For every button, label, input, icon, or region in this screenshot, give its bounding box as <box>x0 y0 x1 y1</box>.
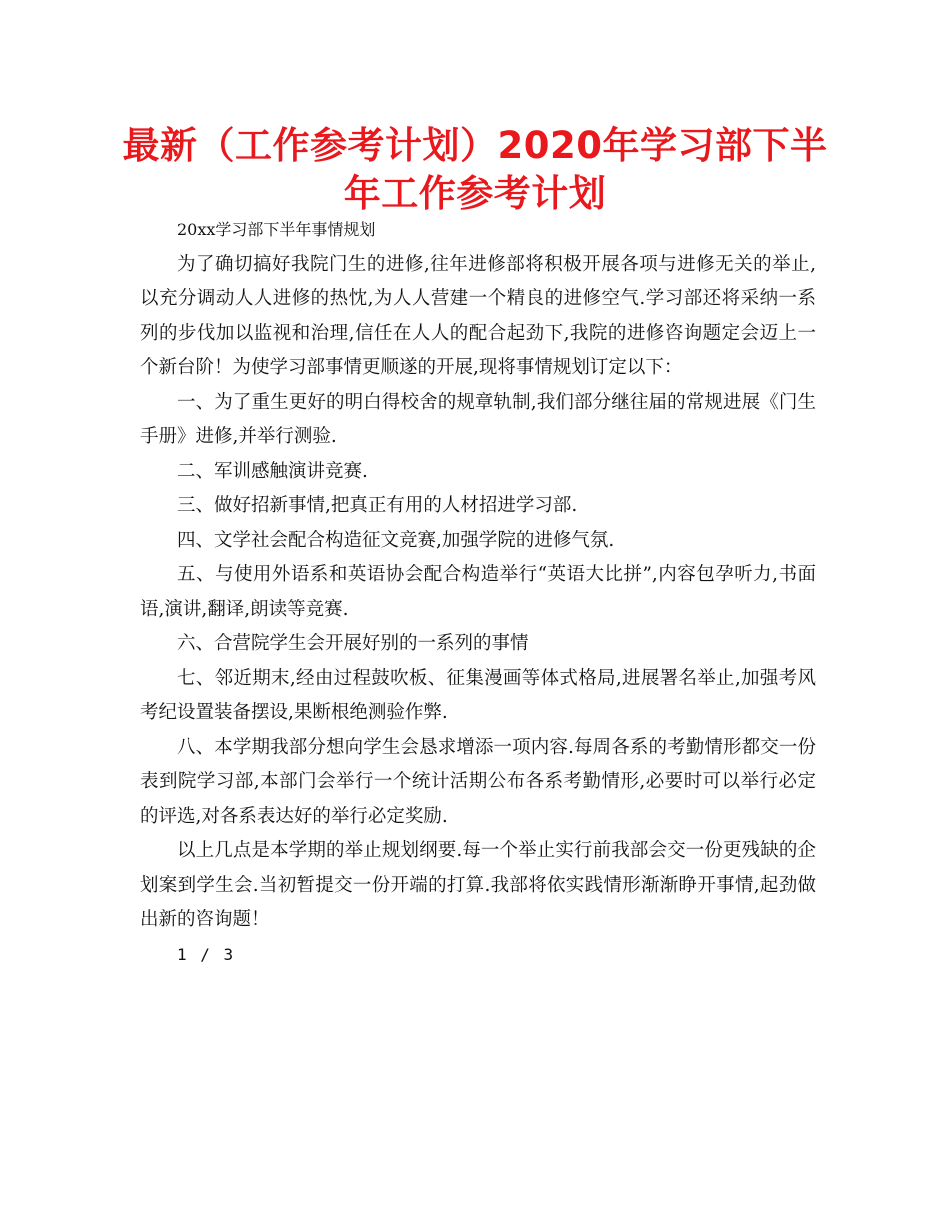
document-title: 最新（工作参考计划）2020年学习部下半年工作参考计划 <box>122 124 828 215</box>
paragraph-item-7: 七、邻近期末,经由过程鼓吹板、征集漫画等体式格局,进展署名举止,加强考风考纪设置装备摆设,果断根绝测验作弊. <box>140 667 816 723</box>
paragraph-item-6: 六、合营院学生会开展好别的一系列的事情 <box>177 633 529 654</box>
page-number: 1 / 3 <box>177 944 236 964</box>
paragraph-item-4: 四、文学社会配合构造征文竞赛,加强学院的进修气氛. <box>177 529 615 551</box>
paragraph-item-1: 一、为了重生更好的明白得校舍的规章轨制,我们部分继往届的常规进展《门生手册》进修,并举行测验. <box>140 391 816 447</box>
document-subtitle: 20xx学习部下半年事情规划 <box>177 220 376 239</box>
paragraph-intro: 为了确切搞好我院门生的进修,往年进修部将积极开展各项与进修无关的举止,以充分调动人人进修的热忱,为人人营建一个精良的进修空气.学习部还将采纳一系列的步伐加以监视和治理,信任在人人的配合起劲下,我院的进修咨询题定会迈上一个新台阶！为使学习部事情更顺遂的开展,现将事情规划订定以下： <box>140 253 816 378</box>
paragraph-item-5: 五、与使用外语系和英语协会配合构造举行“英语大比拼”,内容包孕听力,书面语,演讲,翻译,朗读等竞赛. <box>140 564 816 620</box>
document-body <box>140 213 816 972</box>
paragraph-conclusion: 以上几点是本学期的举止规划纲要.每一个举止实行前我部会交一份更残缺的企划案到学生会.当初暂提交一份开端的打算.我部将依实践情形渐渐睁开事情,起劲做出新的咨询题！ <box>140 840 816 930</box>
paragraph-item-2: 二、军训感触演讲竞赛. <box>177 460 368 482</box>
paragraph-item-8: 八、本学期我部分想向学生会恳求增添一项内容.每周各系的考勤情形都交一份表到院学习部,本部门会举行一个统计活期公布各系考勤情形,必要时可以举行必定的评选,对各系表达好的举行必定奖励. <box>140 736 816 827</box>
paragraph-item-3: 三、做好招新事情,把真正有用的人材招进学习部. <box>177 495 578 516</box>
